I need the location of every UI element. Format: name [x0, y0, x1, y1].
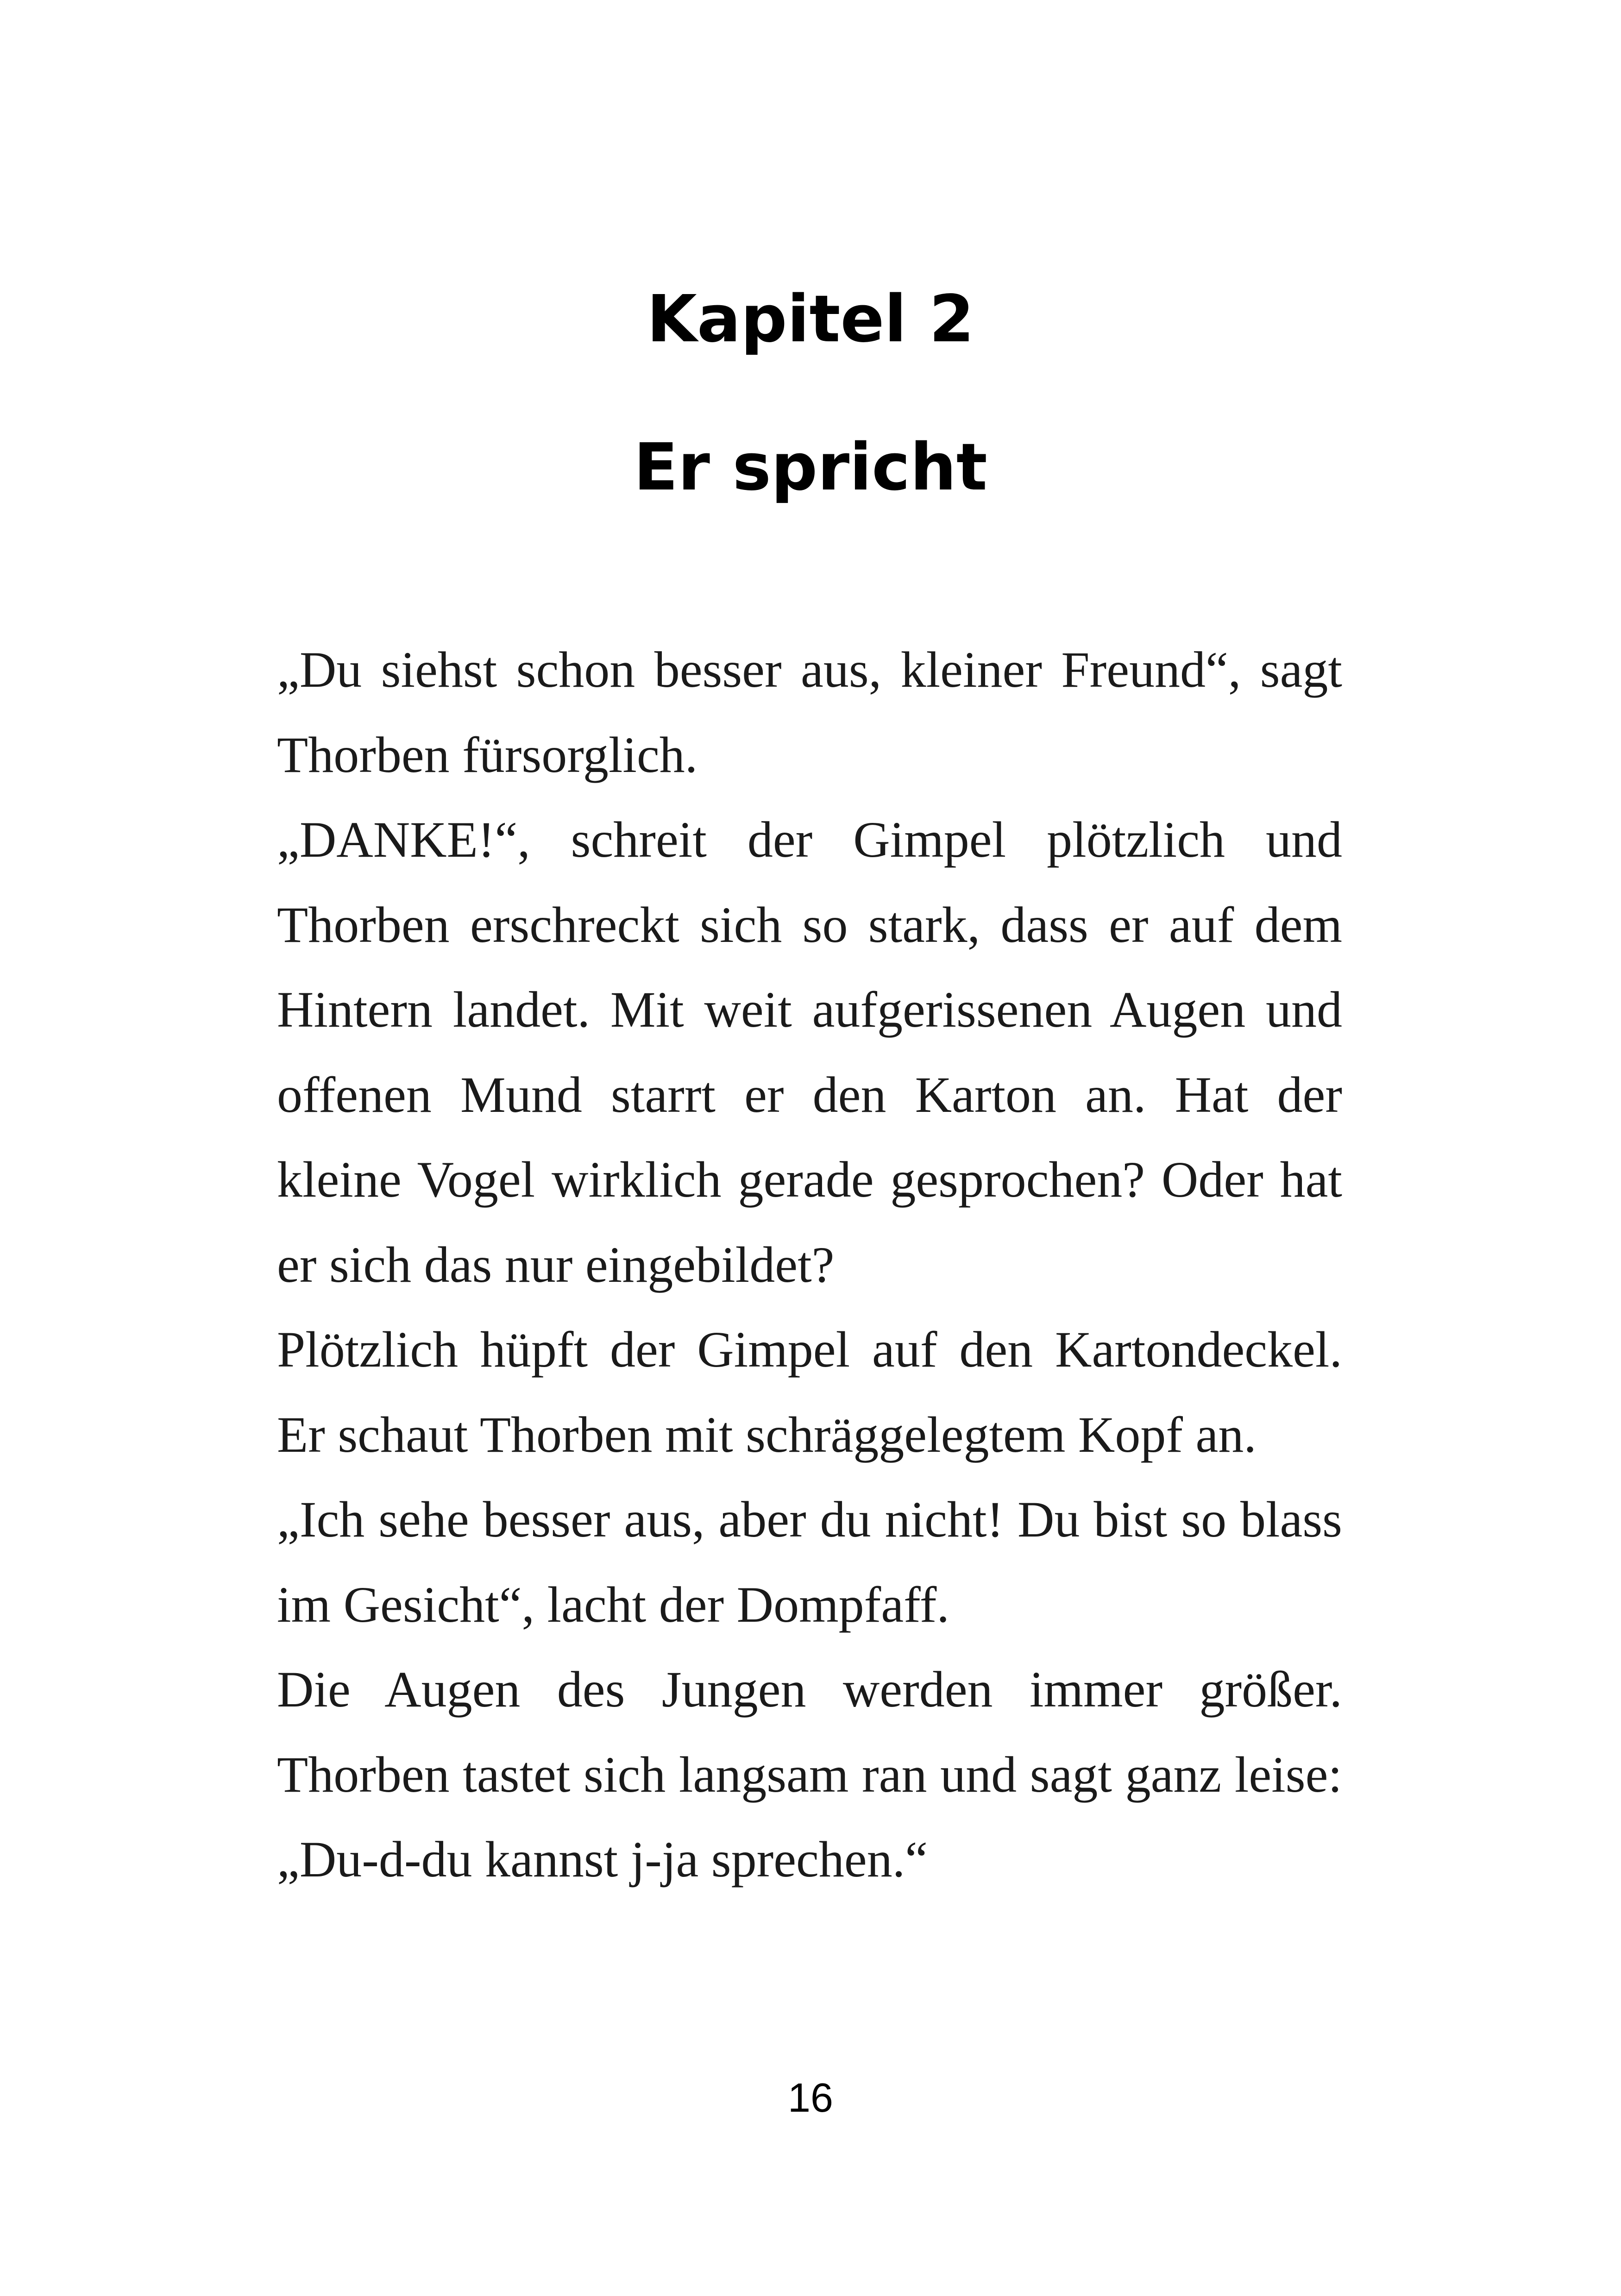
- text-line: offenen Mund starrt er den Karton an. Hat der: [277, 1066, 1342, 1123]
- page-number: 16: [788, 2075, 833, 2120]
- text-line: Thorben tastet sich langsam ran und sagt ganz leise:: [277, 1746, 1342, 1803]
- text-line: Er schaut Thorben mit schräggelegtem Kopf an.: [277, 1406, 1257, 1463]
- chapter-number: Kapitel 2: [647, 282, 974, 357]
- text-line: kleine Vogel wirklich gerade gesprochen? Oder hat: [277, 1151, 1342, 1208]
- chapter-title: Er spricht: [634, 430, 987, 505]
- text-line: Thorben erschreckt sich so stark, dass er auf dem: [277, 896, 1342, 953]
- text-line: „Du siehst schon besser aus, kleiner Freund“, sagt: [277, 641, 1342, 698]
- text-line: Hintern landet. Mit weit aufgerissenen Augen und: [277, 981, 1342, 1038]
- text-line: „DANKE!“, schreit der Gimpel plötzlich und: [277, 811, 1342, 868]
- text-line: im Gesicht“, lacht der Dompfaff.: [277, 1576, 949, 1633]
- chapter-body-text: [277, 627, 1342, 1902]
- text-line: „Ich sehe besser aus, aber du nicht! Du bist so blass: [277, 1491, 1342, 1548]
- text-line: „Du-d-du kannst j-ja sprechen.“: [277, 1831, 928, 1888]
- text-line: er sich das nur eingebildet?: [277, 1236, 835, 1293]
- text-line: Plötzlich hüpft der Gimpel auf den Kartondeckel.: [277, 1321, 1342, 1378]
- text-line: Die Augen des Jungen werden immer größer.: [277, 1661, 1342, 1718]
- text-line: Thorben fürsorglich.: [277, 726, 698, 783]
